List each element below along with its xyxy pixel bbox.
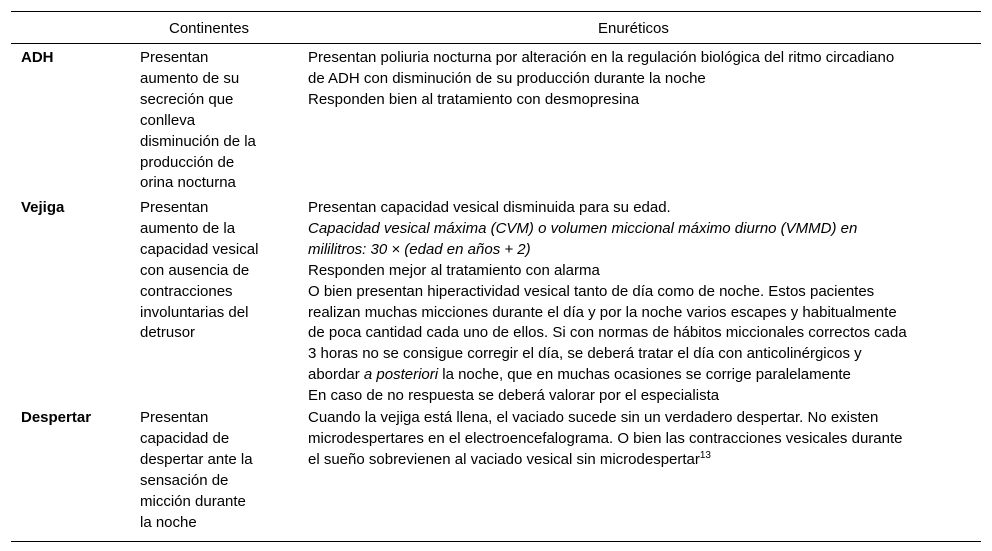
comparison-table xyxy=(11,11,981,542)
row-label: Despertar xyxy=(21,409,92,426)
table-row-adh xyxy=(11,44,981,198)
header-continentes: Continentes xyxy=(169,20,250,37)
row-label: Vejiga xyxy=(21,199,65,216)
cell-enureticos: Presentan poliuria nocturna por alteración en la regulación biológica del ritmo circadiano de ADH con disminución de su producción durante la noche Responden bien al tratamiento con desmopresina xyxy=(308,49,895,108)
cell-continentes: Presentan capacidad de despertar ante la sensación de micción durante la noche xyxy=(140,409,253,531)
table-row-vejiga xyxy=(11,198,981,408)
table-header xyxy=(11,12,981,44)
cell-enureticos: Cuando la vejiga está llena, el vaciado sucede sin un verdadero despertar. No existen microdespertares en el electroencefalograma. O bien las contracciones vesicales durante el sueño sobrevienen al vaciado vesical sin microdespertar$^{13}$ xyxy=(308,409,903,468)
cell-enureticos: Presentan capacidad vesical disminuida para su edad. Capacidad vesical máxima (CVM) o volumen miccional máximo diurno (VMMD) en mililitros: 30 × (edad en años + 2) Responden mejor al tratamiento con alarma O bien presentan hiperactividad vesical tanto de día como de noche. Estos pacientes realizan muchas micciones durante el día y por la noche varios escapes y habitualmente de poca cantidad cada uno de ellos. Si con normas de hábitos miccionales correctos cada 3 horas no se consigue corregir el día, se deberá tratar el día con anticolinérgicos y abordar a posteriori la noche, que en muchas ocasiones se corrige paralelamente En caso de no respuesta se deberá valorar por el especialista xyxy=(308,199,907,405)
table-row-despertar xyxy=(11,408,981,541)
row-label: ADH xyxy=(21,49,54,66)
reference-superscript: 13 xyxy=(699,449,711,461)
cell-continentes: Presentan aumento de su secreción que conlleva disminución de la producción de orina nocturna xyxy=(140,49,256,192)
header-enureticos: Enuréticos xyxy=(598,20,669,37)
cell-continentes: Presentan aumento de la capacidad vesical con ausencia de contracciones involuntarias del detrusor xyxy=(140,199,259,342)
